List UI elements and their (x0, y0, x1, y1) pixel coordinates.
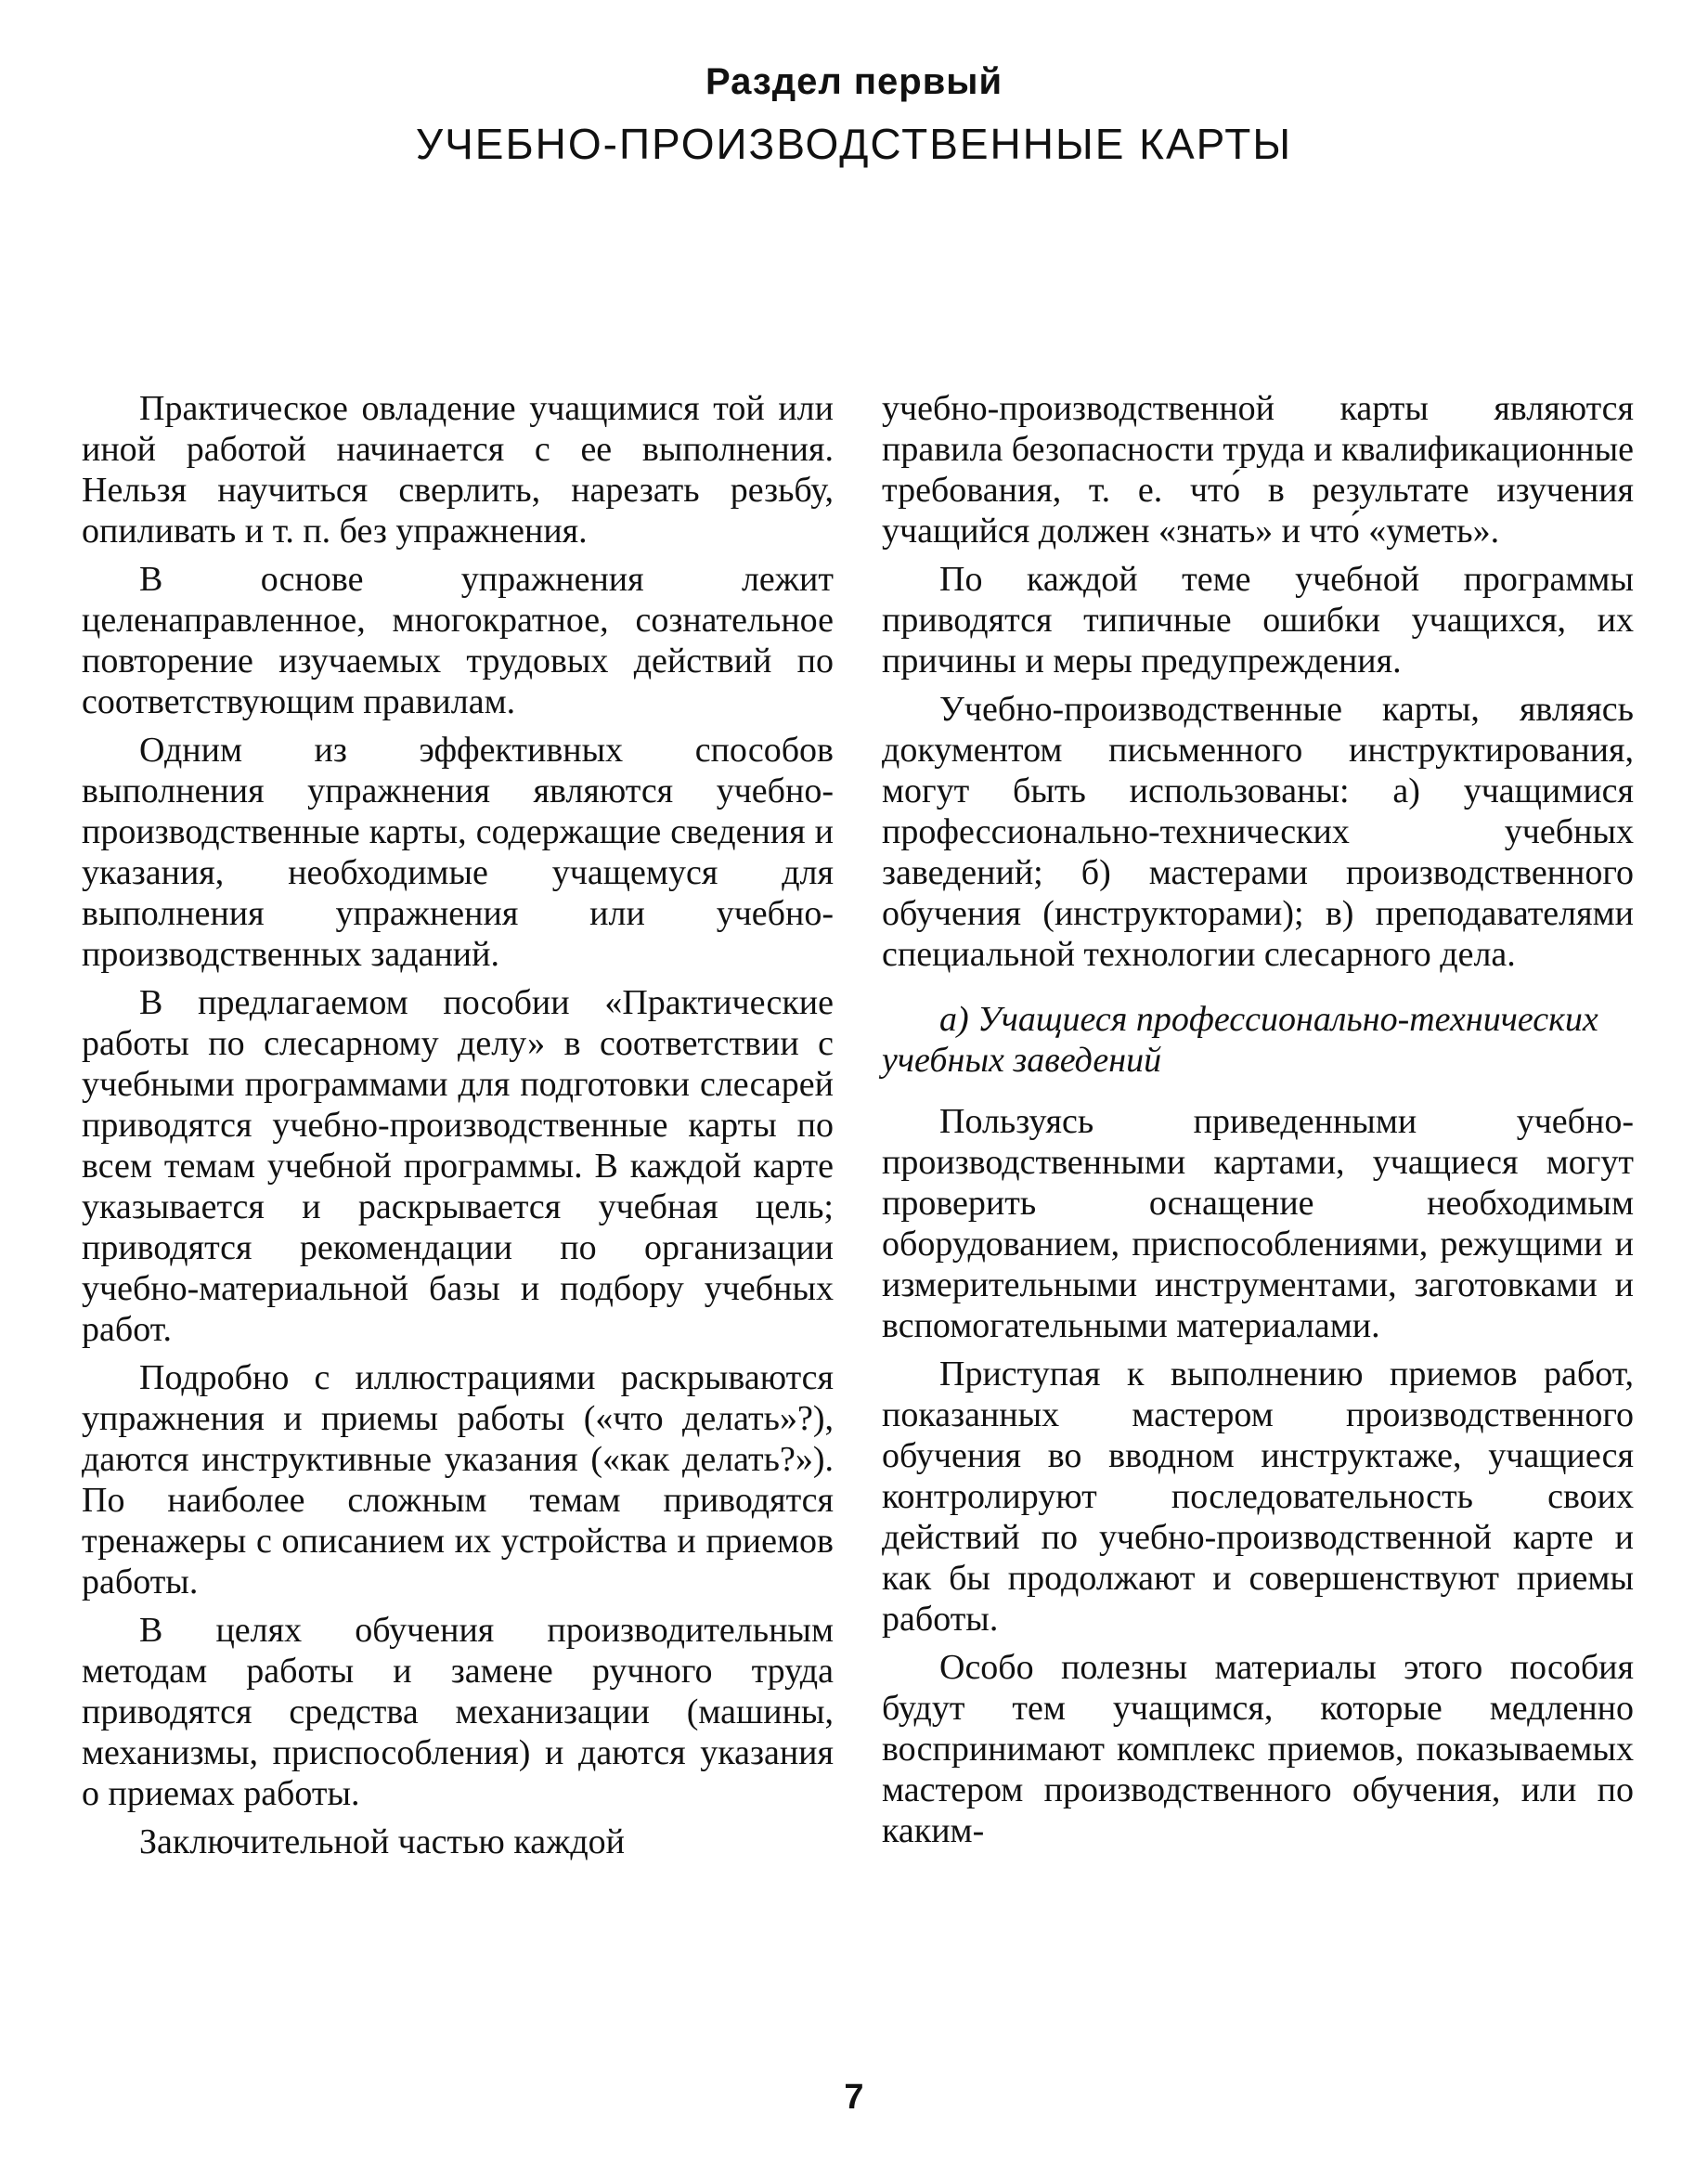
right-column (882, 388, 1634, 1851)
paragraph: В предлагаемом пособии «Практические работы по слесарному делу» в соответствии с учебными программами для подготовки слесарей приводятся учебно-производственные карты по всем темам учебной программы. В каждой карте указывается и раскрывается учебная цель; приводятся рекомендации по организации учебно-материальной базы и подбору учебных работ. (82, 983, 834, 1349)
page-number: 7 (844, 2078, 864, 2117)
paragraph-continuation: учебно-производственной карты являются правила безопасности труда и квалификационные требования, т. е. что́ в результате изучения учащийся должен «знать» и что́ «уметь». (882, 389, 1634, 551)
subheading: а) Учащиеся профессионально-технических учебных заведений (882, 1000, 1598, 1080)
paragraph: Пользуясь приведенными учебно-производственными картами, учащиеся могут проверить оснащение необходимым оборудованием, приспособлениями, режущими и измерительными инструментами, заготовками и вспомогательными материалами. (882, 1102, 1634, 1345)
paragraph: По каждой теме учебной программы приводятся типичные ошибки учащихся, их причины и меры предупреждения. (882, 560, 1634, 681)
paragraph: В основе упражнения лежит целенаправленное, многократное, сознательное повторение изучаемых трудовых действий по соответствующим правилам. (82, 560, 834, 721)
paragraph: Одним из эффективных способов выполнения упражнения являются учебно-производственные карты, содержащие сведения и указания, необходимые учащемуся для выполнения упражнения или учебно-производственных заданий. (82, 731, 834, 974)
paragraph: Особо полезны материалы этого пособия будут тем учащимся, которые медленно воспринимают комплекс приемов, показываемых мастером производственного обучения, или по каким- (882, 1648, 1634, 1850)
paragraph: Учебно-производственные карты, являясь документом письменного инструктирования, могут быть использованы: а) учащимися профессионально-технических учебных заведений; б) мастерами производственного обучения (инструкторами); в) преподавателями специальной технологии слесарного дела. (882, 690, 1634, 974)
left-column (82, 388, 834, 1862)
section-label: Раздел первый (705, 61, 1003, 102)
paragraph: Подробно с иллюстрациями раскрываются упражнения и приемы работы («что делать»?), даются инструктивные указания («как делать?»). По наиболее сложным темам приводятся тренажеры с описанием их устройства и приемов работы. (82, 1358, 834, 1601)
paragraph: В целях обучения производительным методам работы и замене ручного труда приводятся средства механизации (машины, механизмы, приспособления) и даются указания о приемах работы. (82, 1611, 834, 1813)
paragraph: Практическое овладение учащимися той или иной работой начинается с ее выполнения. Нельзя научиться сверлить, нарезать резьбу, опиливать и т. п. без упражнения. (82, 389, 834, 551)
section-title: УЧЕБНО-ПРОИЗВОДСТВЕННЫЕ КАРТЫ (415, 120, 1293, 168)
paragraph: Приступая к выполнению приемов работ, показанных мастером производственного обучения во вводном инструктаже, учащиеся контролируют последовательность своих действий по учебно-производственной карте и как бы продолжают и совершенствуют приемы работы. (882, 1355, 1634, 1639)
paragraph: Заключительной частью каждой (139, 1822, 626, 1861)
